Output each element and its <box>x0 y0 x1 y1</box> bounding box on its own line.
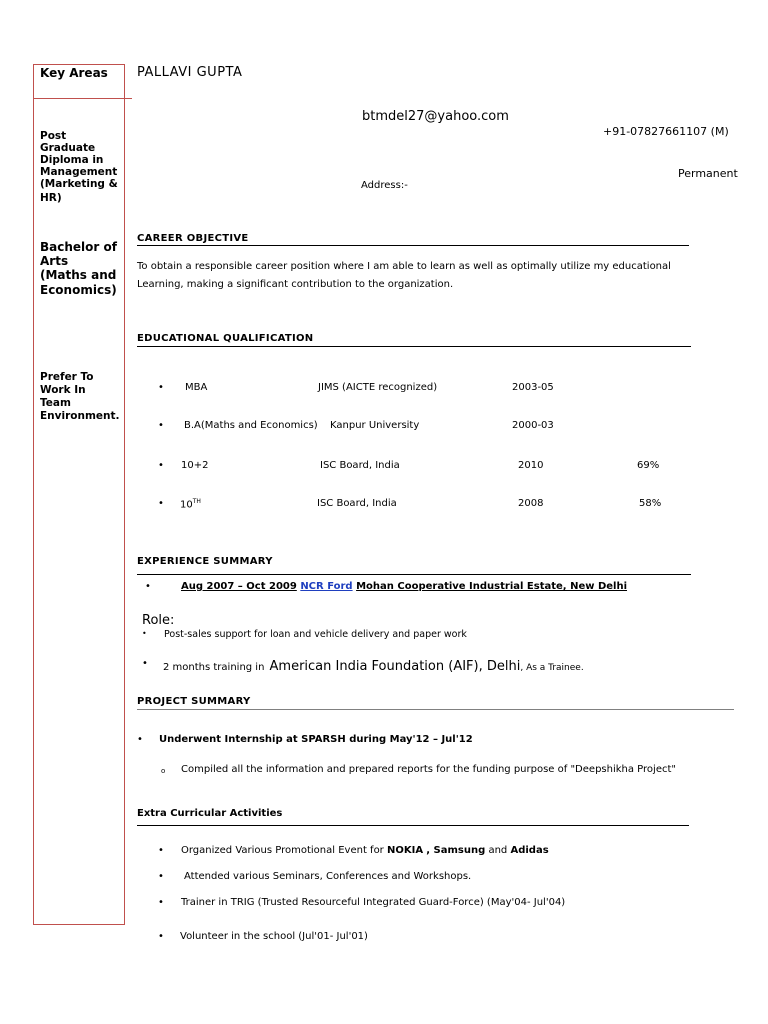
degree-text: 10 <box>180 499 193 511</box>
candidate-name: PALLAVI GUPTA <box>137 65 243 80</box>
sidebar-line: (Maths and <box>40 268 117 282</box>
degree <box>180 498 201 510</box>
bullet: • <box>142 629 147 638</box>
sidebar-line: Work In <box>40 384 86 396</box>
email-address: btmdel27@yahoo.com <box>362 109 509 124</box>
institute: ISC Board, India <box>320 460 400 471</box>
career-objective-line: To obtain a responsible career position where I am able to learn as well as optimally utilize my educational <box>137 261 671 272</box>
degree-superscript: TH <box>192 498 201 505</box>
bullet: • <box>158 845 164 856</box>
institute: Kanpur University <box>330 420 420 431</box>
sidebar-line: (Marketing & <box>40 178 118 190</box>
key-areas-heading: Key Areas <box>40 66 108 80</box>
sub-bullet: o <box>161 767 166 775</box>
sidebar-line: Diploma in <box>40 154 104 166</box>
sidebar-line: Economics) <box>40 283 117 297</box>
sidebar-line: HR) <box>40 192 62 204</box>
year: 2008 <box>518 498 544 509</box>
score: 58% <box>639 498 662 509</box>
training-pre: 2 months training in <box>163 662 265 673</box>
experience-heading: EXPERIENCE SUMMARY <box>137 556 273 567</box>
sidebar-line: Bachelor of <box>40 240 117 254</box>
project-item: Underwent Internship at SPARSH during May'12 – Jul'12 <box>159 734 473 745</box>
bullet: • <box>158 871 164 882</box>
bullet: • <box>158 420 164 431</box>
sidebar-line: Team <box>40 397 71 409</box>
training-item <box>163 655 584 674</box>
role-item: Post-sales support for loan and vehicle delivery and paper work <box>164 629 467 640</box>
degree: 10+2 <box>181 460 209 471</box>
phone-number: +91-07827661107 (M) <box>603 125 729 138</box>
sidebar-line: Prefer To <box>40 371 94 383</box>
brand-adidas: Adidas <box>510 845 549 856</box>
extra-item: Trainer in TRIG (Trusted Resourceful Integrated Guard-Force) (May'04- Jul'04) <box>181 897 566 908</box>
extra-item-text: Organized Various Promotional Event for <box>181 845 384 856</box>
institute: ISC Board, India <box>317 498 397 509</box>
sidebar-line: Graduate <box>40 142 96 154</box>
section-rule <box>137 245 689 246</box>
degree: B.A(Maths and Economics) <box>184 420 318 431</box>
extra-item <box>181 845 549 856</box>
sidebar-line: Management <box>40 166 118 178</box>
permanent-label: Permanent <box>678 167 738 180</box>
bullet: • <box>158 382 164 393</box>
role-label: Role: <box>142 613 175 628</box>
bullet: • <box>145 581 151 592</box>
sidebar-line: Arts <box>40 254 69 268</box>
institute: JIMS (AICTE recognized) <box>318 382 438 393</box>
career-objective-line: Learning, making a significant contribution to the organization. <box>137 279 454 290</box>
extra-item: Attended various Seminars, Conferences and Workshops. <box>184 871 472 882</box>
training-post: , As a Trainee. <box>520 663 584 673</box>
brand-samsung: , Samsung <box>426 845 486 856</box>
experience-dates: Aug 2007 – Oct 2009 <box>181 581 297 592</box>
bullet: • <box>158 460 164 471</box>
extra-curricular-heading: Extra Curricular Activities <box>137 808 283 819</box>
section-rule <box>137 825 689 826</box>
bullet: • <box>158 897 164 908</box>
brand-nokia: NOKIA <box>386 845 424 856</box>
project-sub-item: Compiled all the information and prepared reports for the funding purpose of "Deepshikha Project" <box>181 764 676 775</box>
score: 69% <box>637 460 660 471</box>
extra-item: Volunteer in the school (Jul'01- Jul'01) <box>180 931 368 942</box>
training-org: American India Foundation (AIF), Delhi <box>269 659 521 674</box>
sidebar-line: Post <box>40 130 67 142</box>
address-label: Address:- <box>361 180 408 191</box>
section-rule <box>137 574 691 575</box>
education-heading: EDUCATIONAL QUALIFICATION <box>137 333 314 344</box>
experience-item <box>181 581 627 592</box>
degree: MBA <box>185 382 208 393</box>
extra-item-and: and <box>488 845 508 856</box>
section-rule <box>137 346 691 347</box>
project-heading: PROJECT SUMMARY <box>137 696 251 707</box>
bullet: • <box>158 931 164 942</box>
company-location: Mohan Cooperative Industrial Estate, New Delhi <box>356 581 628 592</box>
section-rule <box>137 709 734 710</box>
company-link[interactable]: NCR Ford <box>300 581 353 592</box>
career-objective-heading: CAREER OBJECTIVE <box>137 233 249 244</box>
year: 2003-05 <box>512 382 554 393</box>
bullet: • <box>158 498 164 509</box>
sidebar-divider <box>33 98 132 99</box>
year: 2010 <box>518 460 544 471</box>
year: 2000-03 <box>512 420 554 431</box>
bullet: • <box>142 658 148 669</box>
sidebar-line: Environment. <box>40 410 120 422</box>
bullet: • <box>137 734 143 745</box>
